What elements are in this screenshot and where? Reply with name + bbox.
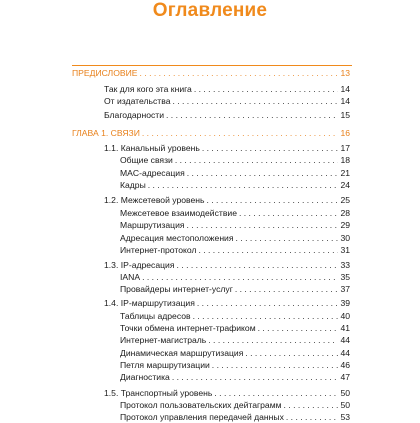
- toc-entry[interactable]: [120, 335, 350, 346]
- toc-entry-page-number: 41: [340, 323, 350, 333]
- toc-entry-label: Провайдеры интернет-услуг: [120, 284, 233, 294]
- toc-entry[interactable]: [104, 298, 350, 309]
- toc-entry-label: Протокол пользовательских дейтаграмм: [120, 400, 282, 410]
- toc-entry-page-number: 31: [340, 245, 350, 255]
- dot-leader: [148, 180, 338, 191]
- toc-entry-page-number: 46: [340, 360, 350, 370]
- toc-entry-page-number: 16: [340, 128, 350, 138]
- toc-entry-page-number: 50: [340, 400, 350, 410]
- toc-entry-label: Интернет-протокол: [120, 245, 197, 255]
- toc-entry[interactable]: [104, 143, 350, 154]
- dot-leader: [235, 284, 338, 295]
- toc-entry[interactable]: [120, 233, 350, 244]
- toc-entry[interactable]: [120, 360, 350, 371]
- toc-entry-label: Кадры: [120, 180, 146, 190]
- dot-leader: [198, 245, 338, 256]
- toc-entry-page-number: 21: [340, 168, 350, 178]
- dot-leader: [187, 168, 338, 179]
- toc-entry[interactable]: [104, 195, 350, 206]
- toc-entry-label: Петля маршрутизации: [120, 360, 210, 370]
- toc-entry[interactable]: [120, 208, 350, 219]
- toc-entry[interactable]: [104, 110, 350, 121]
- dot-leader: [187, 220, 338, 231]
- toc-entry[interactable]: [72, 128, 350, 139]
- toc-entry-page-number: 35: [340, 272, 350, 282]
- toc-entry[interactable]: [120, 412, 350, 423]
- toc-entry-page-number: 15: [340, 110, 350, 120]
- toc-entry-page-number: 39: [340, 298, 350, 308]
- toc-entry[interactable]: [104, 84, 350, 95]
- toc-entry[interactable]: [120, 168, 350, 179]
- toc-entry-page-number: 44: [340, 348, 350, 358]
- toc-entry-label: Диагностика: [120, 372, 170, 382]
- toc-entry[interactable]: [120, 155, 350, 166]
- toc-entry[interactable]: [104, 96, 350, 107]
- toc-entry[interactable]: [120, 272, 350, 283]
- toc-entry-label: ПРЕДИСЛОВИЕ: [72, 68, 138, 78]
- dot-leader: [142, 128, 338, 139]
- dot-leader: [208, 335, 338, 346]
- toc-entry-label: 1.4. IP-маршрутизация: [104, 298, 195, 308]
- toc-entry-label: Так для кого эта книга: [104, 84, 192, 94]
- toc-entry[interactable]: [120, 400, 350, 411]
- toc-entry-page-number: 50: [340, 388, 350, 398]
- toc-entry-page-number: 17: [340, 143, 350, 153]
- toc-entry-label: 1.5. Транспортный уровень: [104, 388, 213, 398]
- toc-entry-label: Таблицы адресов: [120, 311, 191, 321]
- toc-entry-label: Протокол управления передачей данных: [120, 412, 284, 422]
- toc-entry-label: Динамическая маршрутизация: [120, 348, 244, 358]
- toc-entry-label: 1.3. IP-адресация: [104, 260, 175, 270]
- toc-entry-label: ГЛАВА 1. СВЯЗИ: [72, 128, 140, 138]
- toc-entry[interactable]: [120, 323, 350, 334]
- title-underline: [72, 65, 352, 66]
- toc-entry[interactable]: [120, 311, 350, 322]
- toc-entry-page-number: 47: [340, 372, 350, 382]
- toc-entry-label: Интернет-магистраль: [120, 335, 207, 345]
- toc-entry[interactable]: [120, 372, 350, 383]
- dot-leader: [175, 155, 338, 166]
- toc-entry-label: MAC-адресация: [120, 168, 185, 178]
- toc-entry-page-number: 40: [340, 311, 350, 321]
- dot-leader: [214, 388, 338, 399]
- toc-entry-page-number: 37: [340, 284, 350, 294]
- dot-leader: [197, 298, 338, 309]
- toc-entry-label: Маршрутизация: [120, 220, 185, 230]
- toc-entry-label: 1.2. Межсетевой уровень: [104, 195, 205, 205]
- toc-entry-page-number: 44: [340, 335, 350, 345]
- toc-entry[interactable]: [120, 180, 350, 191]
- toc-entry[interactable]: [120, 284, 350, 295]
- dot-leader: [236, 233, 338, 244]
- dot-leader: [239, 208, 338, 219]
- toc-entry-label: От издательства: [104, 96, 171, 106]
- toc-entry-page-number: 14: [340, 96, 350, 106]
- dot-leader: [193, 311, 338, 322]
- dot-leader: [140, 68, 338, 79]
- toc-entry-page-number: 18: [340, 155, 350, 165]
- toc-entry-label: IANA: [120, 272, 141, 282]
- toc-entry-page-number: 30: [340, 233, 350, 243]
- dot-leader: [207, 195, 339, 206]
- toc-entry-label: Точки обмена интернет-трафиком: [120, 323, 256, 333]
- dot-leader: [194, 84, 338, 95]
- toc-entry[interactable]: [104, 388, 350, 399]
- toc-entry[interactable]: [72, 68, 350, 79]
- toc-entry[interactable]: [120, 348, 350, 359]
- dot-leader: [177, 260, 338, 271]
- toc-entry-page-number: 25: [340, 195, 350, 205]
- page-title: Оглавление: [152, 0, 268, 21]
- toc-entry-page-number: 29: [340, 220, 350, 230]
- dot-leader: [284, 400, 338, 411]
- dot-leader: [212, 360, 338, 371]
- dot-leader: [245, 348, 338, 359]
- toc-entry-label: 1.1. Канальный уровень: [104, 143, 200, 153]
- toc-entry-page-number: 33: [340, 260, 350, 270]
- toc-entry-page-number: 14: [340, 84, 350, 94]
- dot-leader: [258, 323, 338, 334]
- toc-entry-page-number: 53: [340, 412, 350, 422]
- toc-entry-page-number: 13: [340, 68, 350, 78]
- dot-leader: [202, 143, 338, 154]
- toc-entry-label: Общие связи: [120, 155, 173, 165]
- toc-entry-page-number: 24: [340, 180, 350, 190]
- toc-entry-label: Межсетевое взаимодействие: [120, 208, 237, 218]
- toc-entry[interactable]: [104, 260, 350, 271]
- dot-leader: [166, 110, 338, 121]
- toc-entry-label: Адресация местоположения: [120, 233, 234, 243]
- dot-leader: [172, 372, 338, 383]
- toc-entry-label: Благодарности: [104, 110, 165, 120]
- toc-entry[interactable]: [120, 220, 350, 231]
- dot-leader: [142, 272, 338, 283]
- dot-leader: [286, 412, 338, 423]
- dot-leader: [172, 96, 338, 107]
- toc-entry-page-number: 28: [340, 208, 350, 218]
- toc-entry[interactable]: [120, 245, 350, 256]
